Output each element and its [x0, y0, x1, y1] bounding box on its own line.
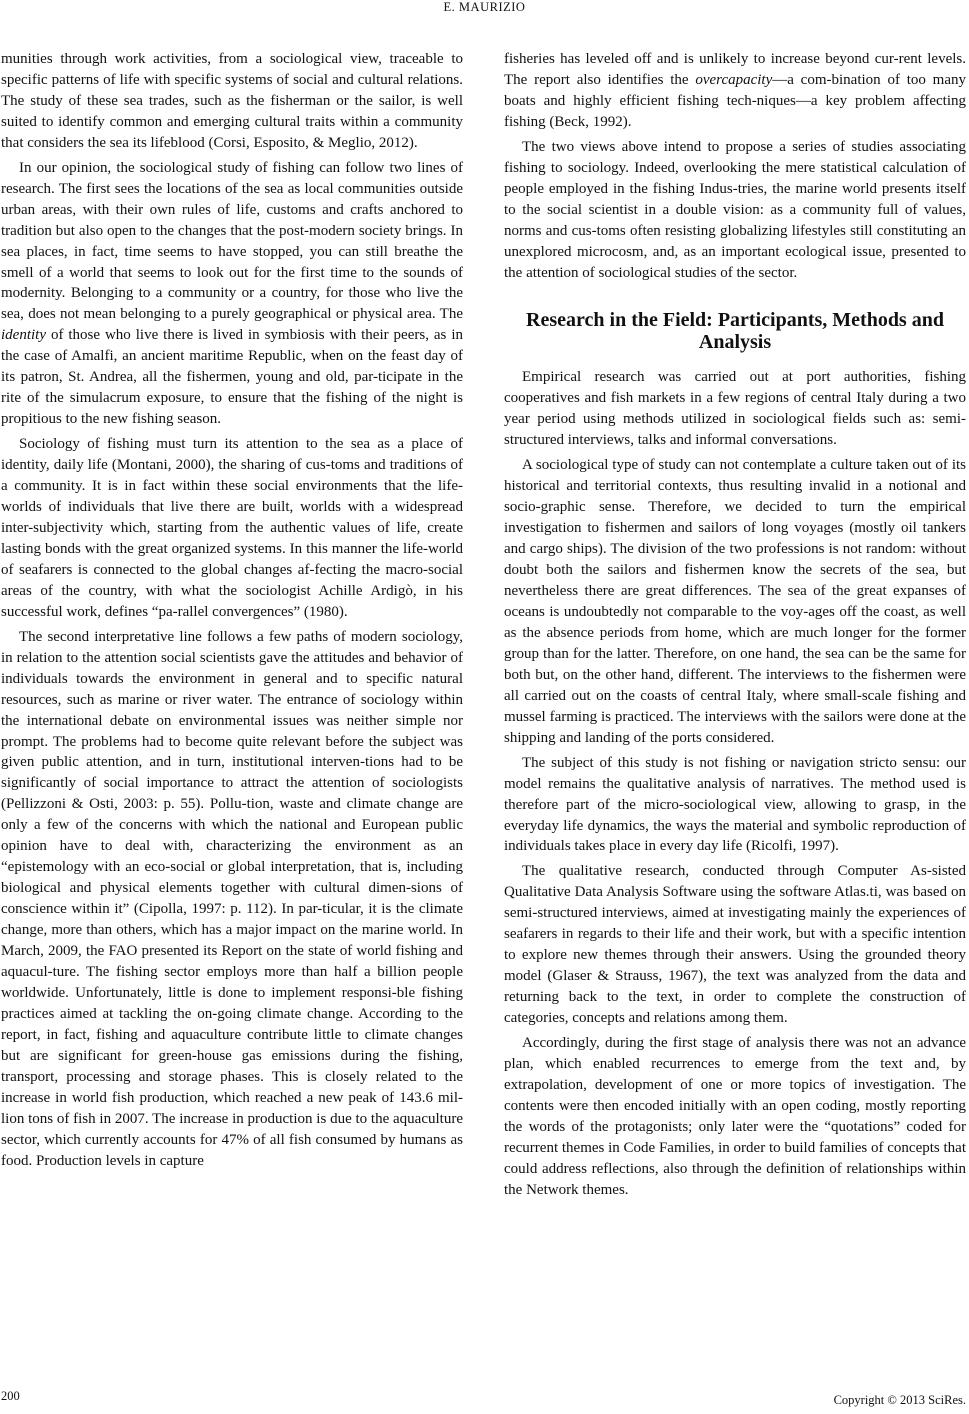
- paragraph: [1, 158, 463, 430]
- paragraph: The qualitative research, conducted through Computer As-sisted Qualitative Data Analysis Software using the software Atlas.ti, was based on semi-structured interviews, aimed at investigating mainly the experiences of seafarers in regards to their life and their work, but with a specific intention to explore new themes through their answers. Using the grounded theory model (Glaser & Strauss, 1967), the text was analyzed from the data and returning back to the text, in order to complete the construction of categories, concepts and relations among them.: [504, 863, 966, 1027]
- paragraph: Empirical research was carried out at port authorities, fishing cooperatives and fish markets in a few regions of central Italy during a two year period using methods utilized in sociological fields such as: semi-structured interviews, talks and informal conversations.: [504, 369, 966, 449]
- paragraph-text: —a com-bination of too many boats and highly efficient fishing tech-niques—a key problem affecting fishing (Beck, 1992).: [504, 71, 966, 130]
- paragraph: A sociological type of study can not contemplate a culture taken out of its historical and territorial contexts, thus resulting invalid in a notional and socio-graphic sense. Therefore, we decided to turn the empirical investigation to fishermen and sailors of long voyages (mostly oil tankers and cargo ships). The division of the two professions is not random: without doubt both the sailors and fishermen know the secrets of the sea, but nevertheless there are great differences. The sea of the great expanses of oceans is undoubtedly not comparable to the voy-ages off the coast, as well as the absence periods from home, which are much longer for the former group than for the latter. Therefore, on one hand, the sea can be the same for both but, on the other hand, different. The interviews to the fishermen were all carried out on the coasts of central Italy, where small-scale fishing and mussel farming is practiced. The interviews with the sailors were done at the shipping and landing of the ports considered.: [504, 457, 966, 746]
- section-heading: Research in the Field: Participants, Methods and Analysis: [526, 309, 944, 354]
- paragraph: The two views above intend to propose a series of studies associating fishing to sociology. Indeed, overlooking the mere statistical calculation of people employed in the fishing Indus-tries, the marine world presents itself to the social scientist in a double vision: as a community full of values, norms and cus-toms often resisting globalizing lifestyles still constituting an unexplored microcosm, and, as an important ecological issue, presented to the attention of sociological studies of the sector.: [504, 138, 966, 281]
- running-head: E. MAURIZIO: [443, 0, 526, 14]
- paragraph: Sociology of fishing must turn its attention to the sea as a place of identity, daily life (Montani, 2000), the sharing of cus-toms and traditions of a community. It is in fact within these social environments that the life-worlds of individuals that live there are built, worlds with a widespread inter-subjectivity which, starting from the authentic values of life, create lasting bonds with the great organized systems. In this manner the life-world of seafarers is connected to the global changes af-fecting the macro-social areas of the country, with what the sociologist Achille Ardigò, in his successful work, defines “pa-rallel convergences” (1980).: [1, 436, 463, 620]
- paragraph: [504, 49, 966, 133]
- paragraph-text: In our opinion, the sociological study of fishing can follow two lines of research. The first sees the locations of the sea as local communities outside urban areas, with their own rules of life, customs and crafts anchored to tradition but also open to the changes that the post-modern society brings. In sea places, in fact, time seems to have stopped, you can still breathe the smell of a world that seems to look out for the first time to the sounds of modernity. Belonging to a community or a country, for those who live the sea, does not mean belonging to a purely geographical or physical area. The: [1, 159, 463, 323]
- paragraph-text: fisheries has leveled off and is unlikely to increase beyond cur-rent levels. The report also identifies the: [504, 51, 966, 88]
- emphasis-identity: identity: [1, 327, 46, 344]
- emphasis-overcapacity: overcapacity: [695, 71, 773, 88]
- paragraph: Accordingly, during the first stage of analysis there was not an advance plan, which enabled recurrences to emerge from the text and, by extrapolation, development of one or more topics of investigation. The contents were then encoded initially with an open coding, mostly reporting the words of the protagonists; only later were the “quotations” coded for recurrent themes in Code Families, in order to build families of concepts that could address reflections, also through the definition of relationships within the Network themes.: [504, 1035, 966, 1198]
- copyright-notice: Copyright © 2013 SciRes.: [833, 1393, 966, 1407]
- paragraph: The subject of this study is not fishing or navigation stricto sensu: our model remains the qualitative analysis of narratives. The method used is therefore part of the micro-sociological view, allowing to grasp, in the everyday life dynamics, the ways the material and symbolic reproduction of individuals takes place in every day life (Ricolfi, 1997).: [504, 754, 966, 855]
- paragraph: The second interpretative line follows a few paths of modern sociology, in relation to the attention social scientists gave the attitudes and behavior of individuals towards the environment in general and to specific natural resources, such as marine or river water. The entrance of sociology within the international debate on environmental issues was neither simple nor prompt. The problems had to become quite relevant before the subject was given public attention, and in turn, institutional interven-tions had to be significantly of social importance to attract the attention of sociologists (Pellizzoni & Osti, 2003: p. 55). Pollu-tion, waste and climate change are only a few of the concerns with which the national and European public opinion have to deal with, characterizing the environment as an “epistemology with an eco-social or global interpretation, that is, including biological and physical elements together with cultural dimen-sions of conscience within it” (Cipolla, 1997: p. 112). In par-ticular, it is the climate change, more than others, which has a major impact on the marine world. In March, 2009, the FAO presented its Report on the state of world fishing and aquacul-ture. The fishing sector employs more than half a billion people worldwide. Unfortunately, little is done to implement responsi-ble fishing practices aimed at tackling the on-going climate change. According to the report, in fact, fishing and aquaculture contribute little to climate changes but are significant for green-house gas emissions during the fishing, transport, processing and storage phases. This is closely related to the increase in world fish production, which reached a new peak of 143.6 mil-lion tons of fish in 2007. The increase in production is due to the aquaculture sector, which currently accounts for 47% of all fish consumed by humans as food. Production levels in capture: [1, 628, 463, 1169]
- paragraph: munities through work activities, from a sociological view, traceable to specific patterns of life with specific systems of social and cultural relations. The study of these sea trades, such as the fisherman or the sailor, is well suited to identify common and emerging cultural traits within a community that considers the sea its lifeblood (Corsi, Esposito, & Meglio, 2012).: [1, 51, 463, 151]
- right-column: [504, 49, 966, 1201]
- left-column: [1, 49, 463, 1172]
- paragraph-text: of those who live there is lived in symbiosis with their peers, as in the case of Amalfi, an ancient maritime Republic, when on the feast day of its patron, St. Andrea, all the fishermen, young and old, par-ticipate in the rite of the simulacrum exposure, to ensure that the fishing of the night is propitious to the new fishing season.: [1, 327, 463, 428]
- page-number: 200: [1, 1389, 20, 1403]
